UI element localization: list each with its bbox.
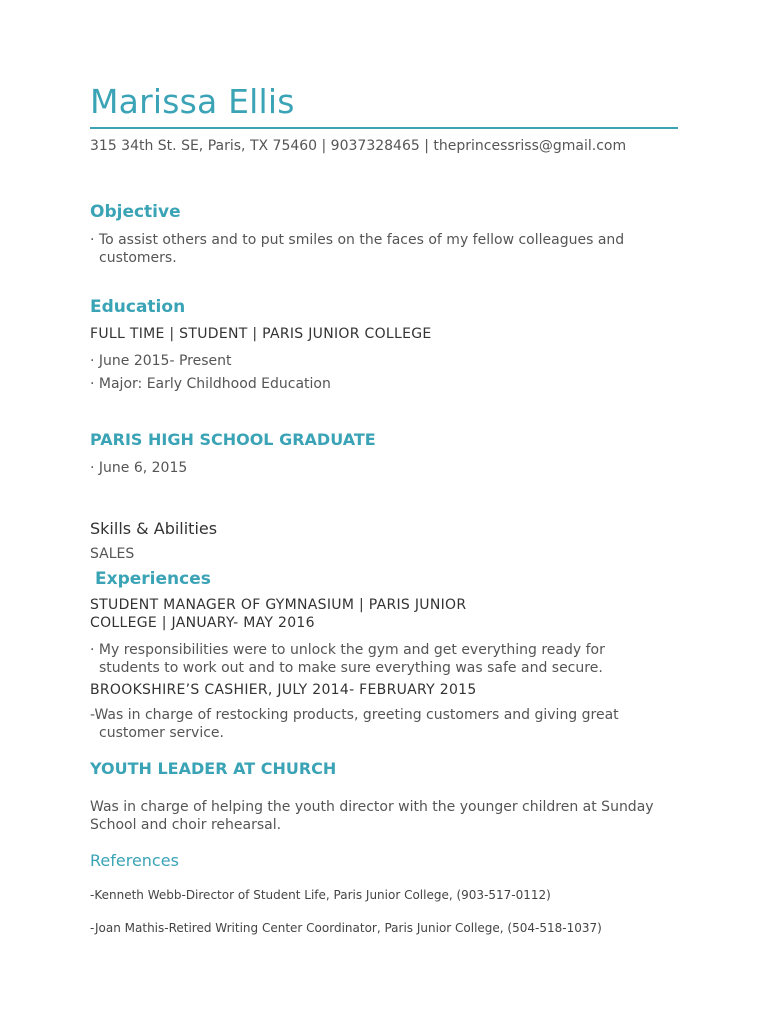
education-entry-major: · Major: Early Childhood Education: [90, 376, 331, 392]
reference-item: -Joan Mathis-Retired Writing Center Coordinator, Paris Junior College, (504-518-1037): [90, 921, 602, 935]
objective-heading: Objective: [90, 202, 181, 222]
resume-name: Marissa Ellis: [90, 82, 295, 121]
job-description-line2: customer service.: [99, 725, 224, 741]
reference-item: -Kenneth Webb-Director of Student Life, Paris Junior College, (903-517-0112): [90, 888, 551, 902]
job-title: BROOKSHIRE’S CASHIER, JULY 2014- FEBRUARY 2015: [90, 682, 477, 698]
youth-leader-description-line2: School and choir rehearsal.: [90, 817, 282, 833]
contact-line: 315 34th St. SE, Paris, TX 75460 | 9037328465 | theprincessriss@gmail.com: [90, 138, 627, 154]
youth-leader-heading: YOUTH LEADER AT CHURCH: [90, 759, 337, 778]
education-entry-date: · June 2015- Present: [90, 353, 232, 369]
skills-heading: Skills & Abilities: [90, 519, 218, 538]
job-description-line2: students to work out and to make sure everything was safe and secure.: [99, 660, 603, 676]
high-school-date: · June 6, 2015: [90, 460, 188, 476]
youth-leader-description-line1: Was in charge of helping the youth director with the younger children at Sunday: [90, 799, 654, 815]
education-heading: Education: [90, 297, 186, 317]
job-title-line1: STUDENT MANAGER OF GYMNASIUM | PARIS JUNIOR: [90, 597, 467, 613]
objective-text-line2: customers.: [99, 250, 177, 266]
job-description-line1: -Was in charge of restocking products, greeting customers and giving great: [90, 707, 619, 723]
high-school-heading: PARIS HIGH SCHOOL GRADUATE: [90, 430, 376, 449]
header-divider: [90, 127, 678, 129]
references-heading: References: [90, 851, 179, 870]
education-entry-title: FULL TIME | STUDENT | PARIS JUNIOR COLLEGE: [90, 326, 432, 342]
objective-text-line1: · To assist others and to put smiles on the faces of my fellow colleagues and: [90, 232, 625, 248]
job-title-line2: COLLEGE | JANUARY- MAY 2016: [90, 615, 315, 631]
job-description-line1: · My responsibilities were to unlock the gym and get everything ready for: [90, 642, 605, 658]
skills-item: SALES: [90, 546, 135, 562]
experiences-heading: Experiences: [95, 569, 211, 589]
